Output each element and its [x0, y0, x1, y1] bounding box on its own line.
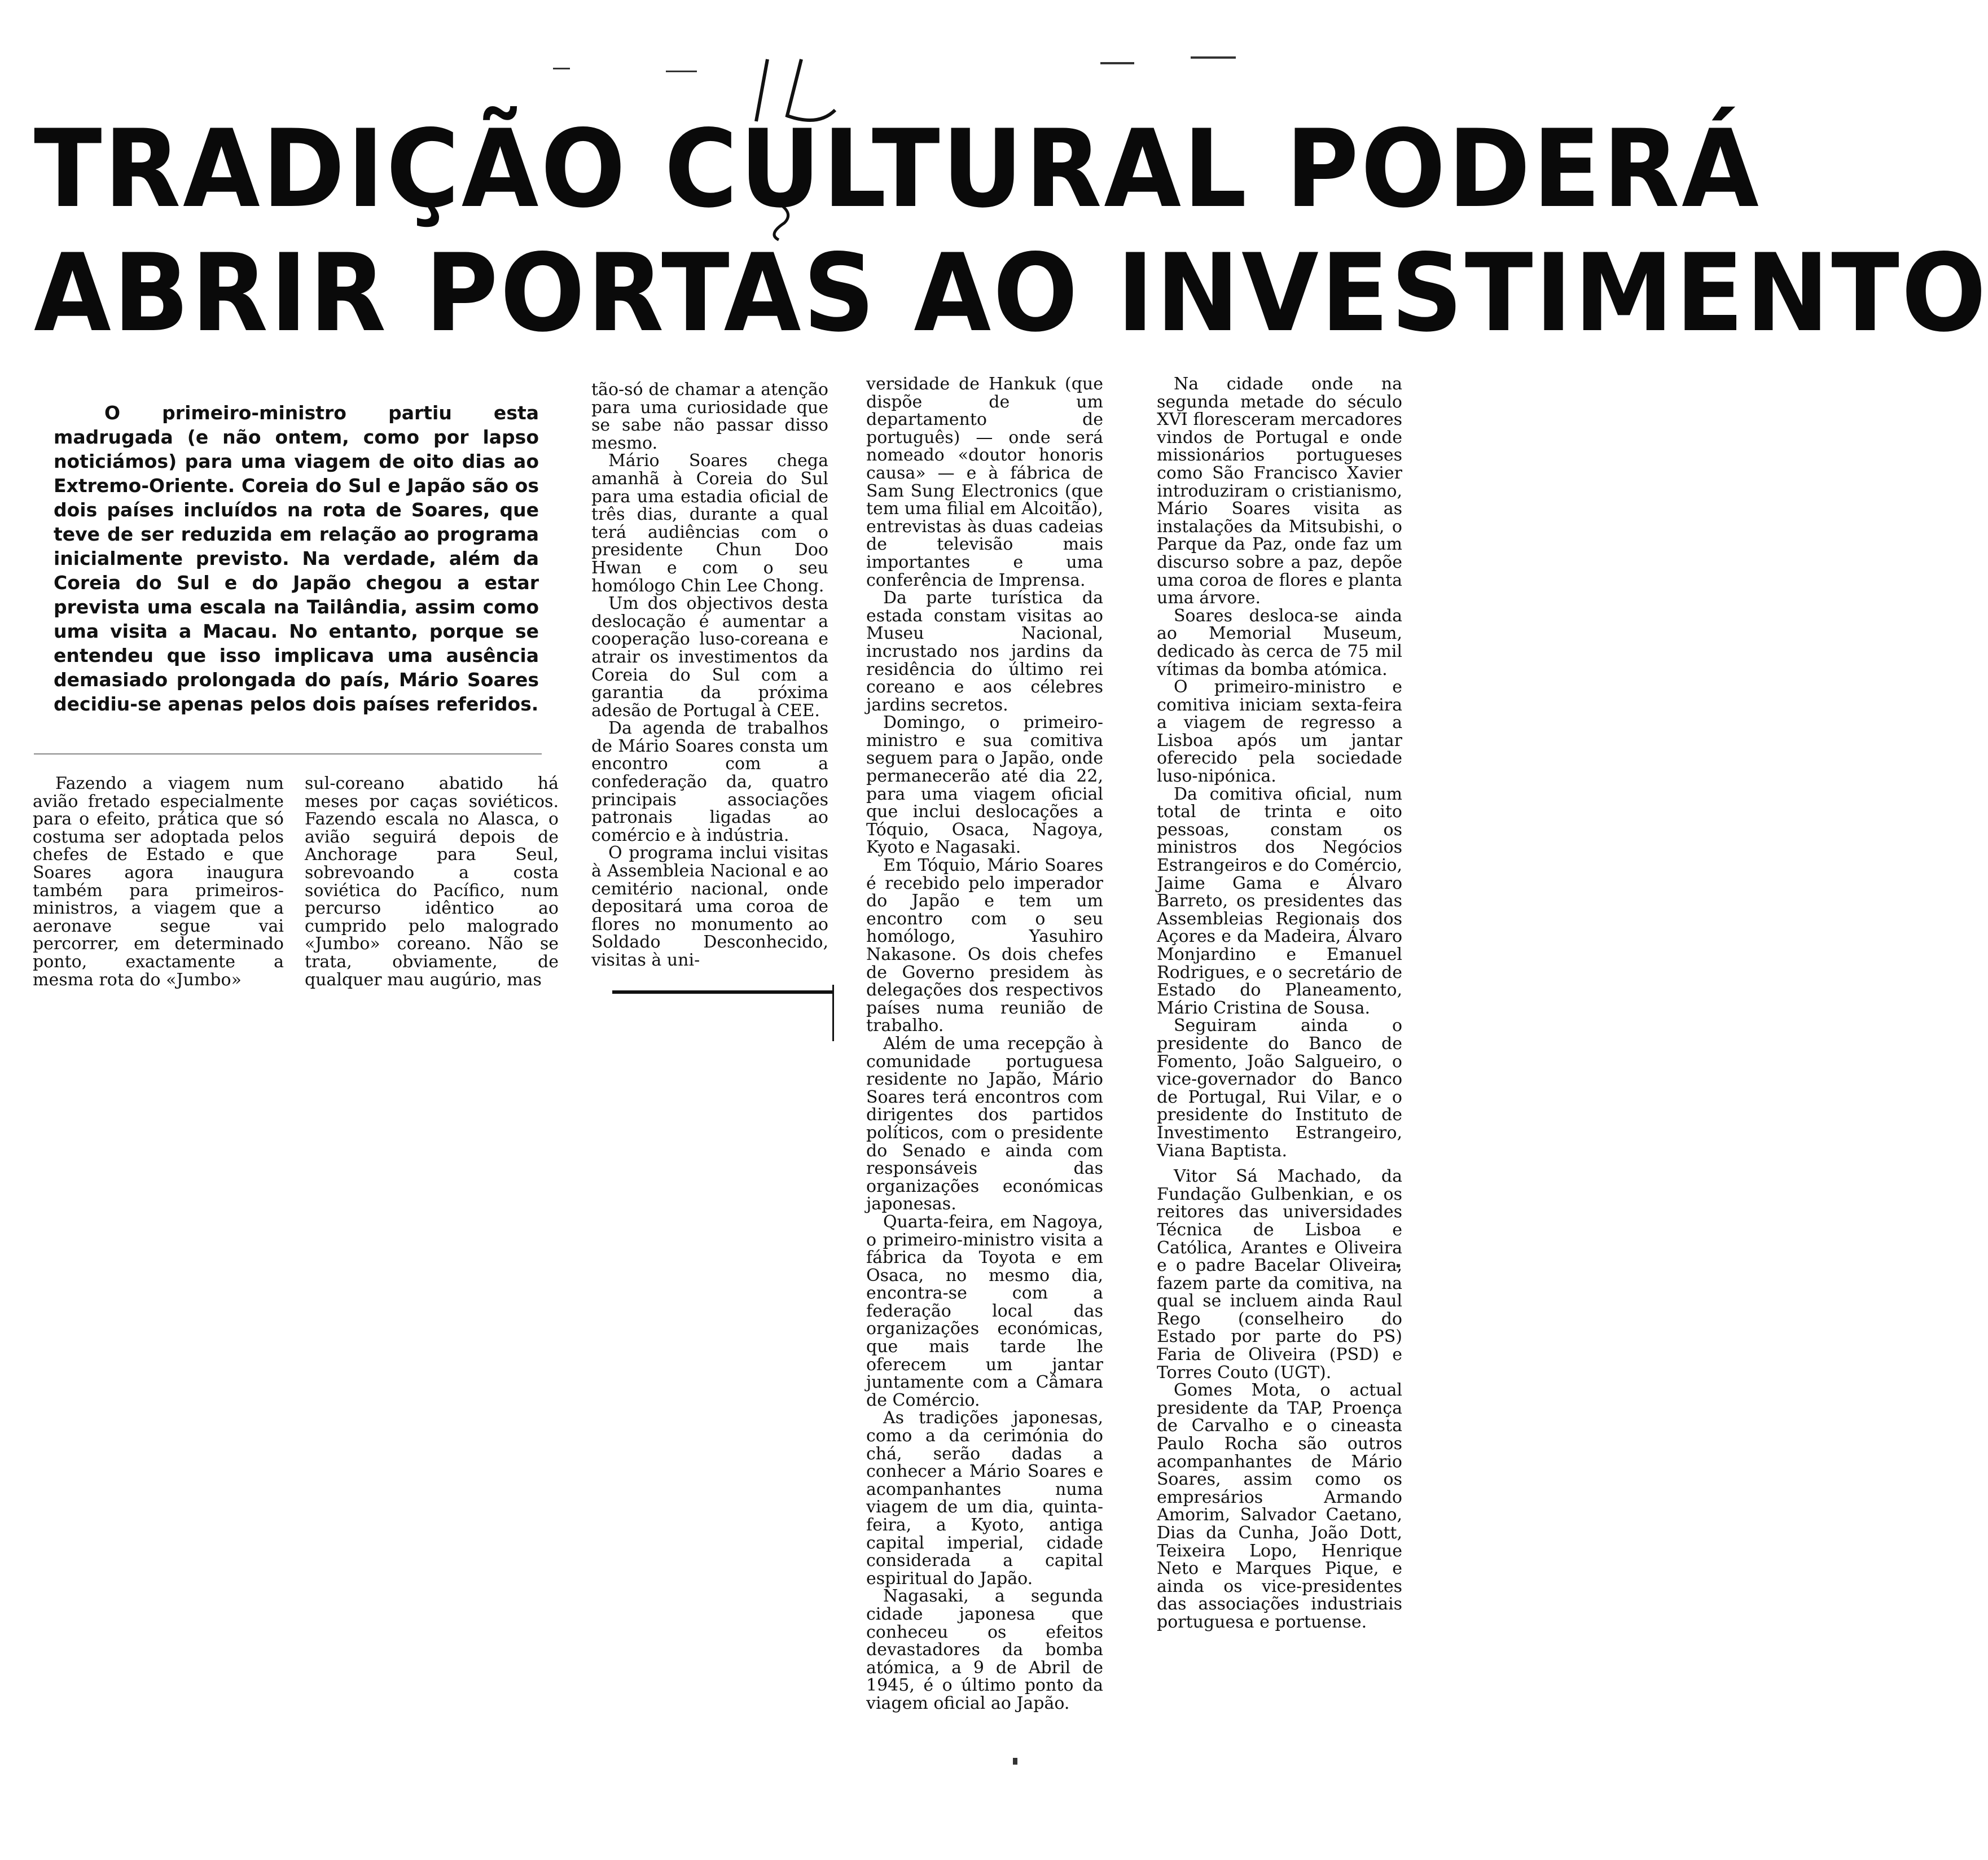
- column-5-paragraph: Da comitiva oficial, num total de trinta e oito pessoas, constam os ministros dos Negócios Estrangeiros e do Comércio, Jaime Gama e Álvaro Barreto, os presidentes das Assembleias Regionais dos Açores e da Madeira, Álvaro Monjardino e Emanuel Rodrigues, e o secretário de Estado do Planeamento, Mário Cristina de Sousa.: [1157, 784, 1402, 1018]
- column-5-paragraph: Gomes Mota, o actual presidente da TAP, Proença de Carvalho e o cineasta Paulo Rocha são outros acompanhantes de Mário Soares, assim como os empresários Armando Amorim, Salvador Caetano, Dias da Cunha, João Dott, Teixeira Lopo, Henrique Neto e Marques Pique, e ainda os vice-presidentes das associações industriais portuguesa e portuense.: [1157, 1380, 1402, 1632]
- column-5-paragraph: Vitor Sá Machado, da Fundação Gulbenkian, e os reitores das universidades Técnica de Lisboa e Católica, Arantes e Oliveira e o padre Bacelar Oliveira, fazem parte da comitiva, na qual se incluem ainda Raul Rego (conselheiro do Estado por parte do PS) Faria de Oliveira (PSD) e Torres Couto (UGT).: [1157, 1166, 1402, 1383]
- column-4-paragraph: versidade de Hankuk (que dispõe de um departamento de português) — onde será nomeado «doutor honoris causa» — e à fábrica de Sam Sung Electronics (que tem uma filial em Alcoitão), entrevistas às duas cadeias de televisão mais importantes e uma conferência de Imprensa.: [866, 374, 1103, 590]
- column-3-paragraph: Da agenda de trabalhos de Mário Soares consta um encontro com a confederação da, quatro principais associações patronais ligadas ao comércio e à indústria.: [591, 718, 828, 845]
- column-3-paragraph: Um dos objectivos desta deslocação é aumentar a cooperação luso-coreana e atrair os investimentos da Coreia do Sul com a garantia da próxima adesão de Portugal à CEE.: [591, 594, 828, 721]
- column-5: [1157, 375, 1402, 1631]
- column-4-paragraph: Em Tóquio, Mário Soares é recebido pelo imperador do Japão e tem um encontro com o seu homólogo, Yasuhiro Nakasone. Os dois chefes de Governo presidem às delegações dos respectivos países numa reunião de trabalho.: [866, 856, 1103, 1036]
- scan-speck: [1013, 1758, 1017, 1765]
- scan-speck: [1100, 62, 1134, 64]
- column-5-paragraph: Soares desloca-se ainda ao Memorial Museum, dedicado às cerca de 75 mil vítimas da bomba atómica.: [1157, 606, 1402, 679]
- column-3-paragraph: Mário Soares chega amanhã à Coreia do Sul para uma estadia oficial de três dias, durante a qual terá audiências com o presidente Chun Doo Hwan e com o seu homólogo Chin Lee Chong.: [591, 451, 828, 596]
- column-5-paragraph: O primeiro-ministro e comitiva iniciam sexta-feira a viagem de regresso a Lisboa após um jantar oferecido pela sociedade luso-nipónica.: [1157, 677, 1402, 787]
- column-5-paragraph: Na cidade onde na segunda metade do século XVI floresceram mercadores vindos de Portugal e onde missionários portugueses como São Francisco Xavier introduziram o cristianismo, Mário Soares visita as instalações da Mitsubishi, o Parque da Paz, onde faz um discurso sobre a paz, depõe uma coroa de flores e planta uma árvore.: [1157, 374, 1402, 608]
- column-3-paragraph: O programa inclui visitas à Assembleia Nacional e ao cemitério nacional, onde depositará uma coroa de flores no monumento ao Soldado Desconhecido, visitas à uni-: [591, 843, 828, 970]
- column-4-paragraph: Da parte turística da estada constam visitas ao Museu Nacional, incrustado nos jardins da residência do último rei coreano e aos célebres jardins secretos.: [866, 588, 1103, 715]
- scan-speck: [553, 68, 570, 69]
- column-4: [866, 375, 1103, 1713]
- column-4-paragraph: As tradições japonesas, como a da cerimónia do chá, serão dadas a conhecer a Mário Soares e acompanhantes numa viagem de um dia, quinta-feira, a Kyoto, antiga capital imperial, cidade considerada a capital espiritual do Japão.: [866, 1408, 1103, 1589]
- column-4-paragraph: Nagasaki, a segunda cidade japonesa que conheceu os efeitos devastadores da bomba atómica, a 9 de Abril de 1945, é o último ponto da viagem oficial ao Japão.: [866, 1586, 1103, 1713]
- scan-speck: [1191, 56, 1236, 59]
- column-3: [591, 381, 828, 970]
- scan-speck: [666, 71, 697, 72]
- column-1-text: Fazendo a viagem num avião fretado especialmente para o efeito, prática que só costuma ser adoptada pelos chefes de Estado e que Soares agora inaugura também para primeiros-ministros, a viagem que a aeronave segue vai percorrer, em determinado ponto, exactamente a mesma rota do «Jumbo»: [33, 774, 284, 990]
- column-4-paragraph: Domingo, o primeiro-ministro e sua comitiva seguem para o Japão, onde permanecerão até dia 22, para uma viagem oficial que inclui deslocações a Tóquio, Osaca, Nagoya, Kyoto e Nagasaki.: [866, 713, 1103, 858]
- headline-line-2: ABRIR PORTAS AO INVESTIMENTO: [34, 231, 1988, 356]
- lead-paragraph: O primeiro-ministro partiu esta madrugada (e não ontem, como por lapso noticiámos) para uma viagem de oito dias ao Extremo-Oriente. Coreia do Sul e Japão são os dois países incluídos na rota de Soares, que teve de ser reduzida em relação ao programa inicialmente previsto. Na verdade, além da Coreia do Sul e do Japão chegou a estar prevista uma escala na Tailândia, assim como uma visita a Macau. No entanto, porque se entendeu que isso implicava uma ausência demasiado prolongada do país, Mário Soares decidiu-se apenas pelos dois países referidos.: [54, 402, 539, 715]
- column-2-text: sul-coreano abatido há meses por caças soviéticos. Fazendo escala no Alasca, o avião seguirá depois de Anchorage para Seul, sobrevoando a costa soviética do Pacífico, num percurso idêntico ao cumprido pelo malogrado «Jumbo» coreano. Não se trata, obviamente, de qualquer mau augúrio, mas: [305, 774, 559, 990]
- column-4-paragraph: Quarta-feira, em Nagoya, o primeiro-ministro visita a fábrica da Toyota e em Osaca, no mesmo dia, encontra-se com a federação local das organizações económicas, que mais tarde lhe oferecem um jantar juntamente com a Câmara de Comércio.: [866, 1212, 1103, 1410]
- lead-divider: [34, 753, 542, 754]
- column-end-tick: [832, 985, 834, 1041]
- column-3-paragraph: tão-só de chamar a atenção para uma curiosidade que se sabe não passar disso mesmo.: [591, 380, 828, 453]
- headline-line-1: TRADIÇÃO CULTURAL PODERÁ: [34, 107, 1761, 231]
- column-end-rule: [612, 990, 832, 994]
- column-5-paragraph: Seguiram ainda o presidente do Banco de Fomento, João Salgueiro, o vice-governador do Banco de Portugal, Rui Vilar, e o presidente do Instituto de Investimento Estrangeiro, Viana Baptista.: [1157, 1016, 1402, 1161]
- column-4-paragraph: Além de uma recepção à comunidade portuguesa residente no Japão, Mário Soares terá encontros com dirigentes dos partidos políticos, com o presidente do Senado e ainda com responsáveis das organizações económicas japonesas.: [866, 1033, 1103, 1214]
